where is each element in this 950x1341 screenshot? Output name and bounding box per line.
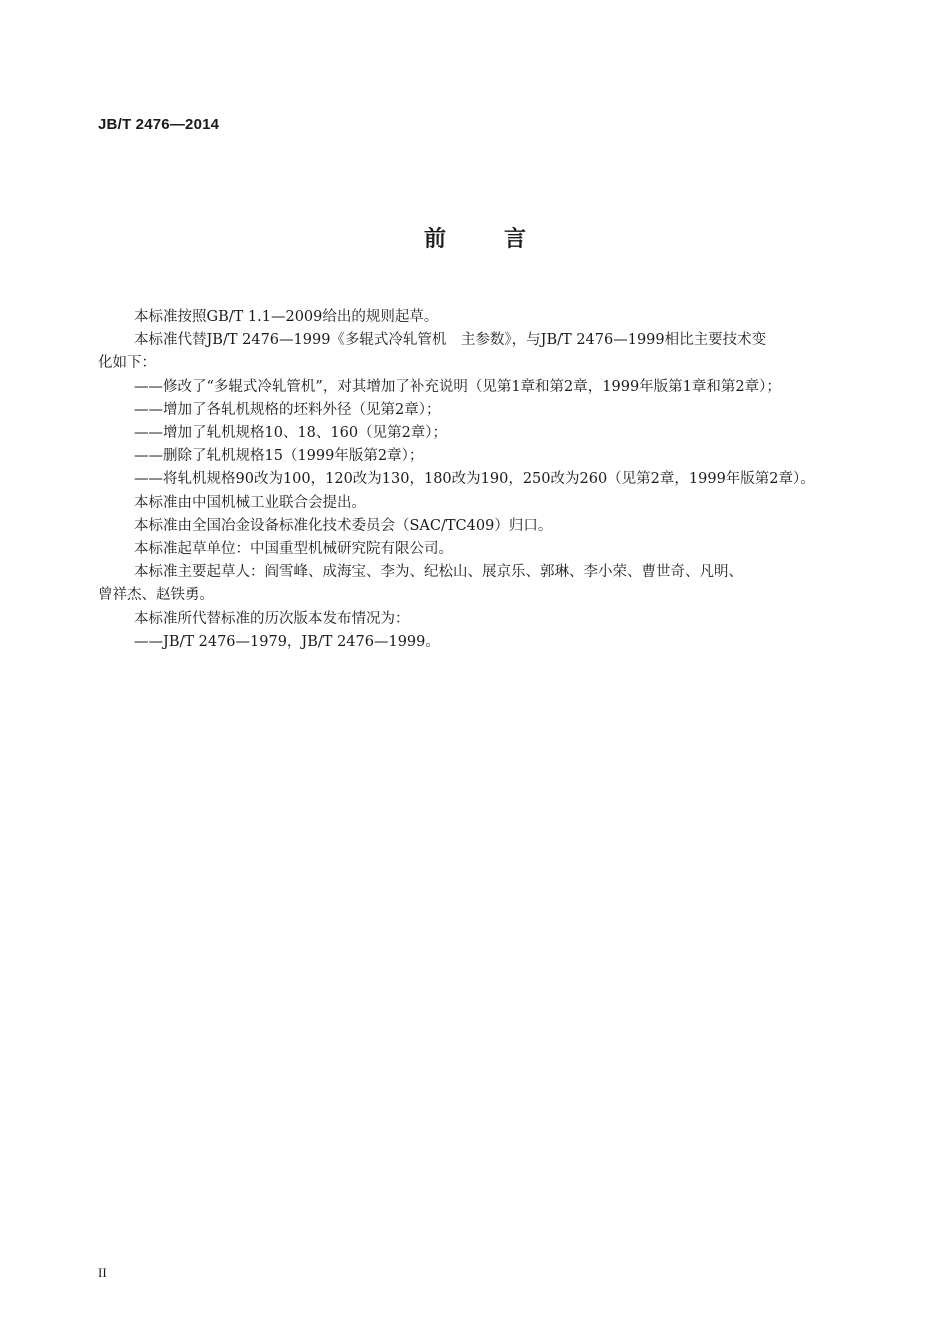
title-char-2: 言 xyxy=(504,227,527,252)
paragraph-proposed-by: 本标准由中国机械工业联合会提出。 xyxy=(134,494,366,511)
paragraph-drafting-unit: 本标准起草单位：中国重型机械研究院有限公司。 xyxy=(134,541,453,558)
foreword-body xyxy=(98,306,858,654)
change-item-5: ——将轧机规格90改为100，120改为130，180改为190，250改为260（见第2章，1999年版第2章）。 xyxy=(134,471,815,488)
paragraph-drafting-rules: 本标准按照GB/T 1.1—2009给出的规则起草。 xyxy=(134,309,439,325)
change-item-3: ——增加了轧机规格10、18、160（见第2章）； xyxy=(134,425,448,442)
page-title xyxy=(0,222,950,253)
paragraph-drafters-line2: 曾祥杰、赵铁勇。 xyxy=(98,587,214,604)
paragraph-centralized-by: 本标准由全国冶金设备标准化技术委员会（SAC/TC409）归口。 xyxy=(134,517,553,534)
standard-code: JB/T 2476—2014 xyxy=(98,116,220,133)
paragraph-history-intro: 本标准所代替标准的历次版本发布情况为： xyxy=(134,610,410,627)
change-item-4: ——删除了轧机规格15（1999年版第2章）； xyxy=(134,448,424,465)
change-item-2: ——增加了各轧机规格的坯料外径（见第2章）； xyxy=(134,401,441,418)
page-number: II xyxy=(98,1265,107,1280)
paragraph-replaces-line1: 本标准代替JB/T 2476—1999《多辊式冷轧管机 主参数》，与JB/T 2476—1999相比主要技术变 xyxy=(134,332,767,349)
history-item: ——JB/T 2476—1979，JB/T 2476—1999。 xyxy=(134,633,440,650)
change-item-1: ——修改了“多辊式冷轧管机”，对其增加了补充说明（见第1章和第2章，1999年版第1章和第2章）； xyxy=(134,378,781,395)
paragraph-replaces-line2: 化如下： xyxy=(98,355,156,372)
title-char-1: 前 xyxy=(423,227,446,252)
paragraph-drafters-line1: 本标准主要起草人：阎雪峰、成海宝、李为、纪松山、展京乐、郭琳、李小荣、曹世奇、凡明、 xyxy=(134,564,743,581)
